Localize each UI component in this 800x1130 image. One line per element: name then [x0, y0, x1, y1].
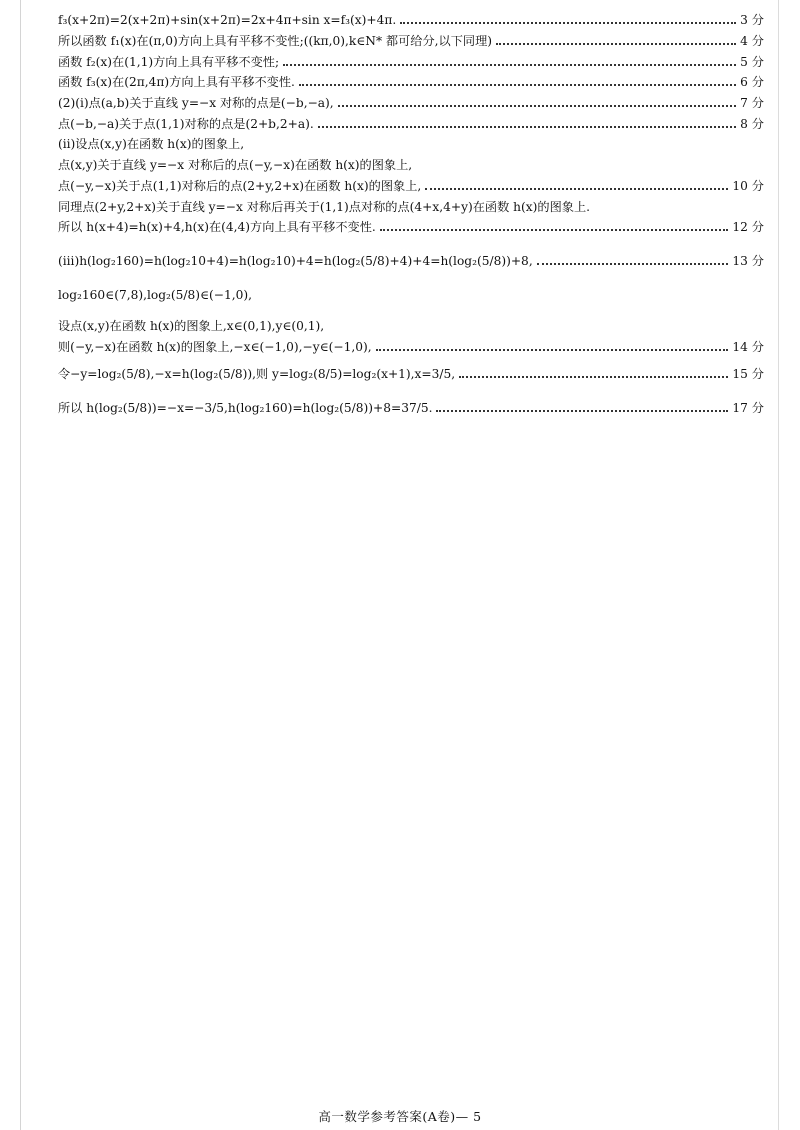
line-text: log₂160∈(7,8),log₂(5/8)∈(−1,0), — [58, 287, 253, 302]
page-edge-left — [20, 0, 21, 1130]
line-text: 函数 f₂(x)在(1,1)方向上具有平移不变性; — [58, 54, 280, 69]
answer-line-6 — [58, 113, 764, 134]
dot-leader — [459, 376, 728, 378]
line-score: 13 分 — [732, 253, 764, 268]
dot-leader — [338, 105, 736, 107]
line-score: 6 分 — [740, 75, 764, 90]
line-score: 8 分 — [740, 116, 764, 131]
answer-line-13 — [58, 278, 764, 312]
answer-line-9 — [58, 176, 764, 197]
line-text: 设点(x,y)在函数 h(x)的图象上,x∈(0,1),y∈(0,1), — [58, 318, 325, 333]
line-text: 同理点(2+y,2+x)关于直线 y=−x 对称后再关于(1,1)点对称的点(4+x,4+y)在函数 h(x)的图象上. — [58, 199, 591, 214]
line-text: 点(−y,−x)关于点(1,1)对称后的点(2+y,2+x)在函数 h(x)的图象上, — [58, 178, 422, 193]
answer-line-7 — [58, 134, 764, 155]
answer-line-2 — [58, 31, 764, 52]
line-text: 所以 h(x+4)=h(x)+4,h(x)在(4,4)方向上具有平移不变性. — [58, 220, 376, 235]
answer-line-14 — [58, 316, 764, 337]
answer-line-3 — [58, 51, 764, 72]
line-score: 10 分 — [732, 178, 764, 193]
line-score: 14 分 — [732, 339, 764, 354]
line-text: 点(x,y)关于直线 y=−x 对称后的点(−y,−x)在函数 h(x)的图象上, — [58, 158, 413, 173]
line-text: 函数 f₃(x)在(2π,4π)方向上具有平移不变性. — [58, 75, 295, 90]
answer-line-5 — [58, 93, 764, 114]
line-score: 4 分 — [740, 34, 764, 49]
page-edge-right — [778, 0, 779, 1130]
line-text: f₃(x+2π)=2(x+2π)+sin(x+2π)=2x+4π+sin x=f₃(x)+4π. — [58, 13, 397, 28]
line-text: 所以 h(log₂(5/8))=−x=−3/5,h(log₂160)=h(log₂(5/8))+8=37/5. — [58, 400, 433, 415]
answer-line-10 — [58, 196, 764, 217]
line-score: 17 分 — [732, 400, 764, 415]
answer-line-8 — [58, 155, 764, 176]
answer-line-11 — [58, 217, 764, 238]
line-text: (ii)设点(x,y)在函数 h(x)的图象上, — [58, 137, 245, 152]
line-text: (iii)h(log₂160)=h(log₂10+4)=h(log₂10)+4=h(log₂(5/8)+4)+4=h(log₂(5/8))+8, — [58, 253, 533, 268]
dot-leader — [436, 410, 728, 412]
dot-leader — [425, 188, 728, 190]
dot-leader — [376, 349, 729, 351]
page-footer: 高一数学参考答案(A卷)— 5 — [318, 1109, 482, 1124]
line-score: 15 分 — [732, 366, 764, 381]
line-score: 12 分 — [732, 220, 764, 235]
answer-line-12 — [58, 244, 764, 278]
line-text: 所以函数 f₁(x)在(π,0)方向上具有平移不变性;((kπ,0),k∈N* 都可给分,以下同理) — [58, 34, 493, 49]
line-score: 5 分 — [740, 54, 764, 69]
answer-line-16 — [58, 357, 764, 391]
line-text: 令−y=log₂(5/8),−x=h(log₂(5/8)),则 y=log₂(8/5)=log₂(x+1),x=3/5, — [58, 366, 456, 381]
line-text: 则(−y,−x)在函数 h(x)的图象上,−x∈(−1,0),−y∈(−1,0), — [58, 339, 372, 354]
dot-leader — [318, 126, 736, 128]
dot-leader — [537, 263, 729, 265]
answer-line-15 — [58, 336, 764, 357]
line-score: 7 分 — [740, 96, 764, 111]
dot-leader — [400, 22, 736, 24]
answer-line-17 — [58, 391, 764, 425]
dot-leader — [283, 64, 736, 66]
dot-leader — [380, 229, 729, 231]
dot-leader — [496, 43, 736, 45]
line-score: 3 分 — [740, 13, 764, 28]
answer-line-1 — [58, 10, 764, 31]
answer-content — [58, 10, 764, 425]
answer-line-4 — [58, 72, 764, 93]
line-text: (2)(i)点(a,b)关于直线 y=−x 对称的点是(−b,−a), — [58, 96, 334, 111]
line-text: 点(−b,−a)关于点(1,1)对称的点是(2+b,2+a). — [58, 116, 314, 131]
dot-leader — [299, 84, 736, 86]
